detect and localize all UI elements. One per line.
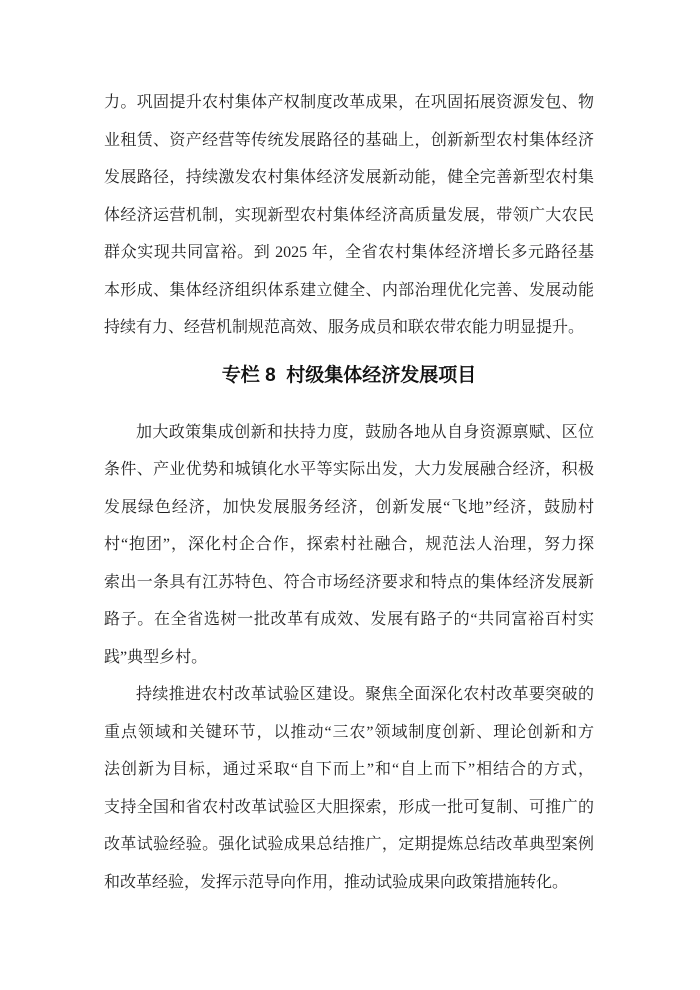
text-line: 本形成、集体经济组织体系建立健全、内部治理优化完善、发展动能 [104,281,594,299]
text-line: 改革试验经验。强化试验成果总结推广，定期提炼总结改革典型案例 [104,836,594,853]
text-line: 群众实现共同富裕。到 2025 年，全省农村集体经济增长多元路径基 [104,244,594,261]
text-line: 加大政策集成创新和扶持力度，鼓励各地从自身资源禀赋、区位 [136,423,594,441]
text-line: 和改革经验，发挥示范导向作用，推动试验成果向政策措施转化。 [104,873,569,891]
text-line: 路子。在全省选树一批改革有成效、发展有路子的“共同富裕百村实 [104,611,594,628]
paragraph [104,84,594,347]
text-line: 村“抱团”，深化村企合作，探索村社融合，规范法人治理，努力探 [104,536,594,553]
text-line: 索出一条具有江苏特色、符合市场经济要求和特点的集体经济发展新 [104,573,594,591]
body-text [104,84,594,901]
text-line: 践”典型乡村。 [104,648,208,666]
text-line: 重点领域和关键环节，以推动“三农”领域制度创新、理论创新和方 [104,723,594,741]
paragraph [104,676,594,901]
text-line: 支持全国和省农村改革试验区大胆探索，形成一批可复制、可推广的 [104,798,594,816]
section-heading: 专栏 8 村级集体经济发展项目 [221,364,477,386]
paragraph [104,414,594,677]
text-line: 持续推进农村改革试验区建设。聚焦全面深化农村改革要突破的 [136,686,594,703]
text-line: 体经济运营机制，实现新型农村集体经济高质量发展，带领广大农民 [104,206,594,224]
text-line: 业租赁、资产经营等传统发展路径的基础上，创新新型农村集体经济 [104,131,594,149]
text-line: 条件、产业优势和城镇化水平等实际出发，大力发展融合经济，积极 [104,461,594,478]
text-line: 发展路径，持续激发农村集体经济发展新动能，健全完善新型农村集 [104,169,594,186]
text-line: 发展绿色经济，加快发展服务经济，创新发展“飞地”经济，鼓励村 [104,498,594,516]
text-line: 力。巩固提升农村集体产权制度改革成果，在巩固拓展资源发包、物 [104,94,594,111]
text-line: 持续有力、经营机制规范高效、服务成员和联农带农能力明显提升。 [104,319,585,336]
text-line: 法创新为目标，通过采取“自下而上”和“自上而下”相结合的方式， [104,761,594,778]
